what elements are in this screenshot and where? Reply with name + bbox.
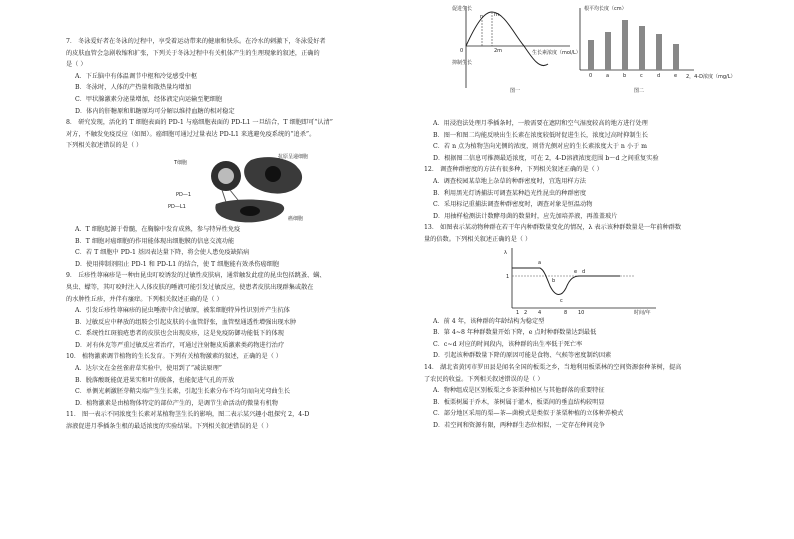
q12-option-a[interactable]: A．调查校园某草地上杂草的种群密度时，宜选用样方法 — [433, 177, 586, 185]
q14-option-d[interactable]: D．若空间和资源有限，两种群生态位相似，一定存在种间竞争 — [433, 421, 606, 429]
lambda-curve — [512, 268, 620, 295]
lambda-point-d: d — [582, 268, 586, 275]
q13-option-a[interactable]: A．前 4 年，该种群的年龄结构为稳定型 — [433, 317, 545, 325]
q10-option-d[interactable]: D．植物激素是由植物体特定的部位产生的，是调节生命活动的微量有机物 — [75, 399, 278, 407]
q9-option-b[interactable]: B．过敏反应中释放的组胺会引起皮肤的小血管舒张，血管壁通透性增强出现水肿 — [75, 318, 297, 326]
lambda-point-a: a — [538, 259, 542, 266]
q14-stem-1: 14． 湖北省黄冈市罗田县是闻名全国的板栗之乡，当地利用板栗林的空间资源套种茶树，提高 — [424, 363, 682, 371]
fig1-point-n: n — [480, 14, 484, 20]
lambda-one: 1 — [506, 273, 510, 280]
q14-option-c[interactable]: C．部分地区采用的栗—茶—菌模式是类似于茶栗种植的立体种养模式 — [433, 410, 624, 418]
fig2-caption: 图二 — [634, 88, 645, 94]
q11-stem-1: 11． 图一表示不同浓度生长素对某植物茎生长的影响，图二表示某兴趣小组探究 2，4-D — [66, 411, 310, 419]
question-11-options — [424, 118, 744, 164]
fig2-bar-a — [605, 32, 611, 70]
question-10 — [66, 351, 394, 409]
q12-option-c[interactable]: C．采用标记重捕法调查种群密度时，调查对象是恒温动物 — [433, 201, 593, 209]
question-13 — [424, 222, 744, 362]
q8-option-b[interactable]: B．T 细胞对癌细胞的作用能体现出细胞膜的信息交流功能 — [75, 237, 235, 245]
q12-stem-1: 12． 调查种群密度的方法有很多种，下列相关叙述正确的是（ ） — [424, 166, 603, 174]
lambda-tick-2: 2 — [524, 309, 528, 316]
q14-option-a[interactable]: A．物种组成是区别板栗之乡茶栗种植区与其他群落的重要特征 — [433, 387, 605, 395]
fig1-ylabel-bottom: 抑制生长 — [452, 60, 473, 66]
q12-option-b[interactable]: B．利用黑光灯诱捕法可调查某种趋光性昆虫的种群密度 — [433, 189, 587, 197]
lambda-tick-1: 1 — [516, 309, 520, 316]
q8-option-a[interactable]: A．T 细胞起源于骨髓，在胸腺中发育成熟，参与特异性免疫 — [75, 225, 241, 233]
immune-cell-figure — [66, 152, 394, 224]
q14-stem-2: 了农民的收益。下列相关叙述错误的是（ ） — [424, 375, 544, 383]
q9-option-a[interactable]: A．引发丘疹性荨麻疹的昆虫唾液中含过敏原，被浆细胞特异性识别并产生抗体 — [75, 307, 290, 315]
q14-option-b[interactable]: B．板栗树属于乔木，茶树属于灌木，板栗间的垂直结构较明显 — [433, 398, 605, 406]
q9-option-c[interactable]: C．系统性红斑狼疮患者的皮肤也会出现皮疹，这是免疫防御功能低下的体现 — [75, 330, 284, 338]
lambda-xlabel: 时间/年 — [634, 309, 651, 316]
fig2-bar-d — [656, 34, 662, 70]
q8-stem-3: 下列相关叙述错误的是（ ） — [66, 142, 143, 150]
fig1-curve — [466, 12, 548, 66]
lambda-point-b: b — [552, 277, 556, 284]
q13-option-d[interactable]: D．引起该种群数量下降的原因可能是食物、气候等密度制约因素 — [433, 352, 612, 360]
q11-stem-2: 溶液促进月季插条生根的最适浓度的实验结果。下列相关叙述错误的是（ ） — [66, 423, 273, 431]
antigen-cell-label: 抗原呈递细胞 — [278, 153, 309, 160]
question-12 — [424, 164, 744, 222]
q13-stem-2: 量的倍数。下列相关叙述正确的是（ ） — [424, 235, 532, 243]
q8-stem-1: 8． 研究发现，活化的 T 细胞表面的 PD-1 与癌细胞表面的 PD-L1 一旦结合，T 细胞即可“认清” — [66, 119, 333, 127]
q10-option-c[interactable]: C．单侧光刺激胚芽鞘尖端产生生长素，引起生长素分布不均匀而向光弯曲生长 — [75, 388, 291, 396]
lambda-point-e: e — [574, 268, 578, 275]
lambda-ylabel: λ — [504, 249, 507, 256]
fig2-ylabel: 根平均长度（cm） — [584, 6, 627, 12]
q9-stem-1: 9． 丘疹性荨麻疹是一种由昆虫叮咬诱发的过敏性皮肤病，通常触发此症的昆虫包括跳蚤、螨、 — [66, 272, 326, 280]
q10-option-b[interactable]: B．脱落酸既能促进果实和叶的脱落，也能促进气孔的开放 — [75, 376, 235, 384]
lambda-tick-4: 4 — [538, 309, 542, 316]
lambda-figure — [424, 246, 744, 316]
fig2-tick-a: a — [606, 73, 610, 79]
lambda-point-c: c — [560, 297, 563, 304]
lambda-tick-8: 8 — [564, 309, 568, 316]
fig1-caption: 图一 — [510, 88, 521, 94]
cancer-cell-label: 癌细胞 — [288, 215, 304, 222]
q7-stem-2: 的皮肤血管会急剧收缩和扩张，下列关于冬泳过程中有关机体产生的生理现象的叙述，正确的 — [66, 49, 320, 57]
fig2-tick-c: c — [640, 73, 643, 79]
q13-option-c[interactable]: C．c~d 对应的时间段内，该种群的出生率低于死亡率 — [433, 340, 583, 348]
q13-option-b[interactable]: B．第 4~8 年种群数量开始下降，e 点时种群数量达到最低 — [433, 329, 597, 337]
fig2-xlabel: 2，4-D浓度（mg/L） — [686, 74, 736, 80]
fig1-point-m: m — [494, 12, 499, 18]
q7-option-c[interactable]: C．甲状腺激素分泌量增加，经体液定向运输至靶细胞 — [75, 95, 223, 103]
q9-stem-2: 臭虫、蠓等，其叮咬时注入人体皮肤的唾液可能引发过敏反应，使患者皮肤出现群集或散在 — [66, 283, 314, 291]
q11-option-b[interactable]: B．图一和图二均能反映出生长素在浓度较低时促进生长，浓度过高时抑制生长 — [433, 131, 648, 139]
fig2-tick-d: d — [657, 73, 661, 79]
q10-option-a[interactable]: A．达尔文在金丝雀䓷草实验中，使用到了“减法原理” — [75, 365, 222, 373]
q8-stem-2: 对方，不触发免疫反应（如图）。癌细胞可通过过量表达 PD-L1 来逃避免疫系统的“追杀”。 — [66, 130, 316, 138]
t-cell-label: T细胞 — [174, 159, 188, 166]
q7-stem-1: 7． 冬泳爱好者在冬泳的过程中，享受着运动带来的健康和快乐。在冷水的刺激下，冬泳爱好者 — [66, 38, 326, 45]
question-9 — [66, 270, 394, 351]
q7-option-b[interactable]: B．冬泳时，人体的产热量和散热量均增加 — [75, 84, 191, 92]
fig2-bar-b — [622, 20, 628, 70]
fig2-tick-b: b — [623, 73, 627, 79]
q9-stem-3: 的水肿性丘疹，并伴有瘙痒。下列相关叙述正确的是（ ） — [66, 295, 223, 303]
q7-option-a[interactable]: A．下丘脑中有体温调节中枢和冷觉感受中枢 — [75, 72, 198, 80]
q13-stem-1: 13． 如图表示某动物种群在若干年内种群数量变化的情况，λ 表示该种群数量是一年前种群数 — [424, 224, 682, 232]
pd1-label: PD—1 — [176, 191, 192, 198]
q12-option-d[interactable]: D．用抽样检测法计数酵母菌的数量时，应先加培养液，再盖盖玻片 — [433, 212, 618, 220]
lambda-tick-10: 10 — [578, 309, 585, 316]
fig2-tick-e: e — [674, 73, 678, 79]
q7-stem-3: 是（ ） — [66, 61, 87, 69]
figure-1-auxin-curve — [452, 4, 592, 94]
q9-option-d[interactable]: D．对有休克等严重过敏反应者治疗，可通过注射糖皮质激素类药物进行治疗 — [75, 341, 285, 349]
fig2-tick-0: 0 — [589, 73, 593, 79]
question-14 — [424, 362, 744, 432]
fig1-origin: 0 — [460, 48, 464, 54]
q11-option-c[interactable]: C．若 n 点为植物茎向光侧的浓度，则背光侧对应的生长素浓度大于 n 小于 m — [433, 143, 648, 151]
fig1-xlabel: 生长素浓度（mol/L） — [532, 50, 581, 56]
fig2-bar-c — [639, 26, 645, 70]
q8-option-c[interactable]: C．若 T 细胞中 PD-1 基因表达量下降，将会使人患免疫缺陷病 — [75, 249, 250, 257]
q8-option-d[interactable]: D．使用抑制剂阻止 PD-1 和 PD-L1 的结合，使 T 细胞能有效杀伤癌细胞 — [75, 260, 280, 268]
q11-option-d[interactable]: D．根据图二信息可推测最适浓度，可在 2，4-D溶液浓度范围 b～d 之间重复实验 — [433, 154, 659, 162]
right-column — [424, 0, 744, 431]
question-11 — [66, 409, 394, 432]
left-column — [66, 0, 394, 433]
fig1-tick-2m: 2m — [494, 48, 503, 54]
question-7 — [66, 36, 394, 117]
fig2-bar-e — [673, 44, 679, 70]
fig2-bar-0 — [588, 40, 594, 70]
question-8 — [66, 117, 394, 270]
q7-option-d[interactable]: D．体内的肝糖原和肌糖原均可分解以维持血糖的相对稳定 — [75, 107, 235, 115]
fig1-ylabel-top: 促进生长 — [452, 6, 473, 12]
pdl1-label: PD—L1 — [168, 203, 186, 210]
q11-option-a[interactable]: A．用浸泡法处理月季插条时，一般需要在遮阴和空气湿度较高的地方进行处理 — [433, 120, 648, 127]
figure-2-root-bar-chart — [574, 4, 736, 94]
q10-stem-1: 10． 植物激素调节植物的生长发育。下列有关植物激素的叙述，正确的是（ ） — [66, 353, 282, 361]
